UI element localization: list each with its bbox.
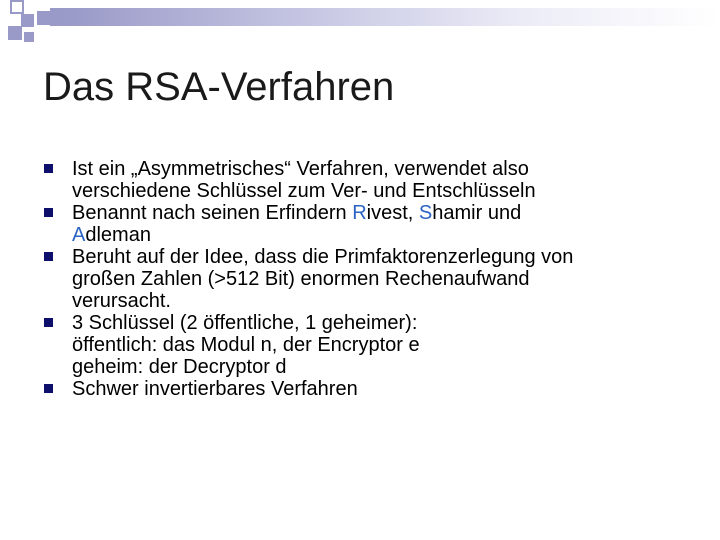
bullet-text-segment: dleman — [85, 224, 151, 246]
square-bullet-icon — [44, 384, 53, 393]
bullet-text-line: 3 Schlüssel (2 öffentliche, 1 geheimer): — [72, 312, 418, 334]
bullet-item — [42, 246, 702, 312]
accent-initial-s: S — [418, 202, 433, 224]
bullet-text-segment: hamir und — [432, 202, 522, 224]
bullet-text-line: verursacht. — [72, 290, 171, 312]
bullet-text-line — [72, 224, 702, 246]
bullet-text-line: großen Zahlen (>512 Bit) enormen Rechenaufwand — [72, 268, 530, 290]
square-bullet-icon — [44, 252, 53, 261]
bullet-text-line: Beruht auf der Idee, dass die Primfaktorenzerlegung von — [72, 246, 574, 268]
bullet-item — [42, 312, 702, 378]
bullet-text-segment: Benannt nach seinen Erfindern — [72, 202, 353, 224]
bullet-text-line: verschiedene Schlüssel zum Ver- und Entschlüsseln — [72, 180, 536, 202]
decor-square-outline — [10, 0, 24, 14]
header-band-gradient — [68, 8, 720, 26]
square-bullet-icon — [44, 318, 53, 327]
accent-initial-a: A — [72, 224, 86, 246]
decor-square — [21, 14, 34, 27]
bullet-text-line: Schwer invertierbares Verfahren — [72, 378, 358, 400]
bullet-text-line: Ist ein „Asymmetrisches“ Verfahren, verwendet also — [72, 158, 529, 180]
slide-title: Das RSA-Verfahren — [43, 65, 395, 109]
decor-square — [37, 11, 51, 25]
decor-square — [8, 26, 22, 40]
bullet-item — [42, 158, 702, 202]
bullet-item — [42, 202, 702, 246]
square-bullet-icon — [44, 164, 53, 173]
square-bullet-icon — [44, 208, 53, 217]
bullet-text-line — [72, 202, 702, 224]
bullet-text-line: geheim: der Decryptor d — [72, 356, 287, 378]
bullet-text-line: öffentlich: das Modul n, der Encryptor e — [72, 334, 420, 356]
decor-square — [24, 32, 34, 42]
header-band-block — [50, 8, 68, 26]
bullet-item — [42, 378, 702, 400]
accent-initial-r: R — [352, 202, 367, 224]
bullet-list — [42, 158, 702, 400]
bullet-text-segment: ivest, — [366, 202, 419, 224]
